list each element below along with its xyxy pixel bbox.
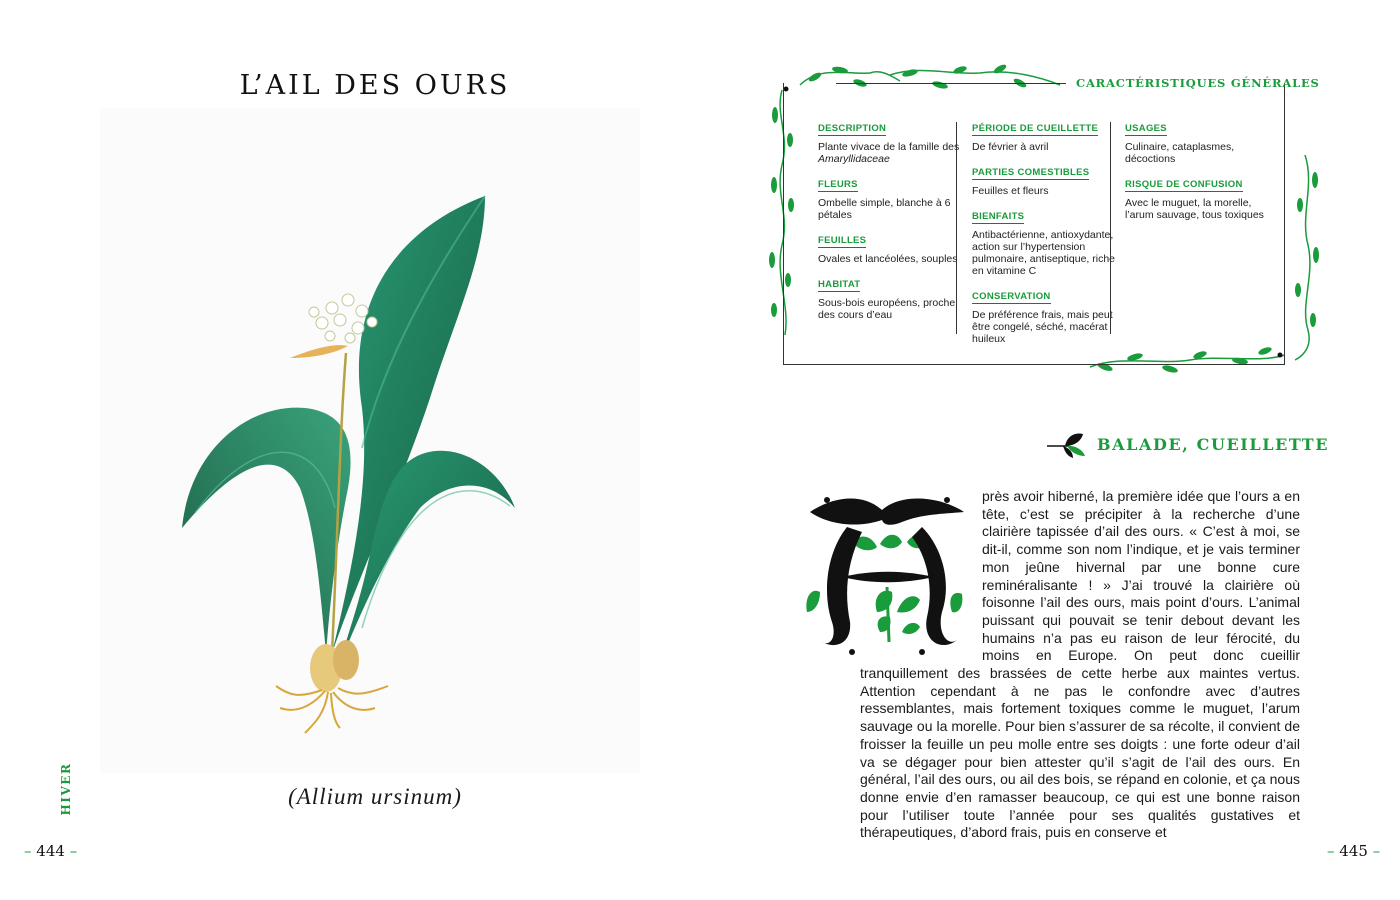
- field-value: Antibactérienne, antioxydante, action sur l’hypertension pulmonaire, antiseptique, riche en vitamine C: [972, 229, 1116, 277]
- leaf-ornament-icon: [1045, 430, 1087, 460]
- characteristics-column-1: [818, 118, 968, 330]
- field-value: Ovales et lancéolées, souples: [818, 253, 958, 265]
- field-value: Ombelle simple, blanche à 6 pétales: [818, 197, 951, 221]
- field-value: Feuilles et fleurs: [972, 185, 1049, 197]
- field-label: PÉRIODE DE CUEILLETTE: [972, 123, 1099, 134]
- right-page: [700, 0, 1400, 900]
- characteristics-title: CARACTÉRISTIQUES GÉNÉRALES: [1076, 76, 1320, 90]
- field-label: HABITAT: [818, 279, 861, 290]
- column-divider: [956, 122, 957, 334]
- field-value: Avec le muguet, la morelle, l’arum sauvage, tous toxiques: [1125, 197, 1264, 221]
- field-label: BIENFAITS: [972, 211, 1025, 222]
- page-number-right: – 445 –: [1327, 842, 1381, 860]
- latin-name: (Allium ursinum): [288, 784, 462, 809]
- plant-illustration: [100, 108, 640, 773]
- field-label: DESCRIPTION: [818, 123, 887, 134]
- page-title: L’AIL DES OURS: [239, 70, 511, 101]
- field-value: Plante vivace de la famille des Amaryllidaceae: [818, 141, 960, 165]
- allium-watercolor-icon: [100, 108, 640, 773]
- section-title: BALADE, CUEILLETTE: [1097, 435, 1330, 454]
- dropcap-space: [860, 488, 982, 665]
- field-value: Culinaire, cataplasmes, décoctions: [1125, 141, 1235, 165]
- box-top-rule: [836, 83, 1066, 84]
- field-label: USAGES: [1125, 123, 1167, 134]
- column-divider: [1110, 122, 1111, 334]
- season-tab: HIVER: [59, 762, 73, 816]
- field-label: RISQUE DE CONFUSION: [1125, 179, 1243, 190]
- field-label: CONSERVATION: [972, 291, 1051, 302]
- field-label: PARTIES COMESTIBLES: [972, 167, 1090, 178]
- characteristics-column-3: [1125, 118, 1275, 230]
- body-paragraph: près avoir hiberné, la première idée que l’ours a en tête, c’est se précipiter à la recherche d’une clairière tapissée d’ail des ours. « C’est à moi, se dit-il, comme son nom l’indique, et je vais terminer mon jeûne hivernal par une bonne cure reminéralisante ! » J’ai trouvé la clairière où foisonne l’ail des ours, mais point d’ours. L’animal puissant qui pouvait se tenir debout devant les humains n’a pas eu raison de leur férocité, du moins en Europe. On peut donc cueillir tranquillement des brassées de cette herbe aux maintes vertus. Attention cependant à ne pas le confondre avec d’autres ressemblantes, mais fortement toxiques comme le muguet, l’arum sauvage ou la morelle. Pour bien s’assurer de sa récolte, il convient de froisser la feuille un peu molle entre ses doigts : une forte odeur d’ail va se dégager pour bien attester qu’il s’agit de l’ail des ours. En général, l’ail des ours, ou ail des bois, se répand en colonie, et ça nous donne envie d’en ramasser beaucoup, ce qui est une bonne raison pour l’utiliser toute l’année pour ses qualités gustatives et thérapeutiques, d’abord frais, puis en conserve et: [860, 488, 1300, 841]
- field-value: Sous-bois européens, proche des cours d’eau: [818, 297, 956, 321]
- field-label: FEUILLES: [818, 235, 867, 246]
- field-value: De février à avril: [972, 141, 1049, 153]
- characteristics-column-2: [972, 118, 1122, 354]
- field-label: FLEURS: [818, 179, 858, 190]
- page-number-left: – 444 –: [24, 842, 78, 860]
- field-value: De préférence frais, mais peut être congelé, séché, macérat huileux: [972, 309, 1113, 345]
